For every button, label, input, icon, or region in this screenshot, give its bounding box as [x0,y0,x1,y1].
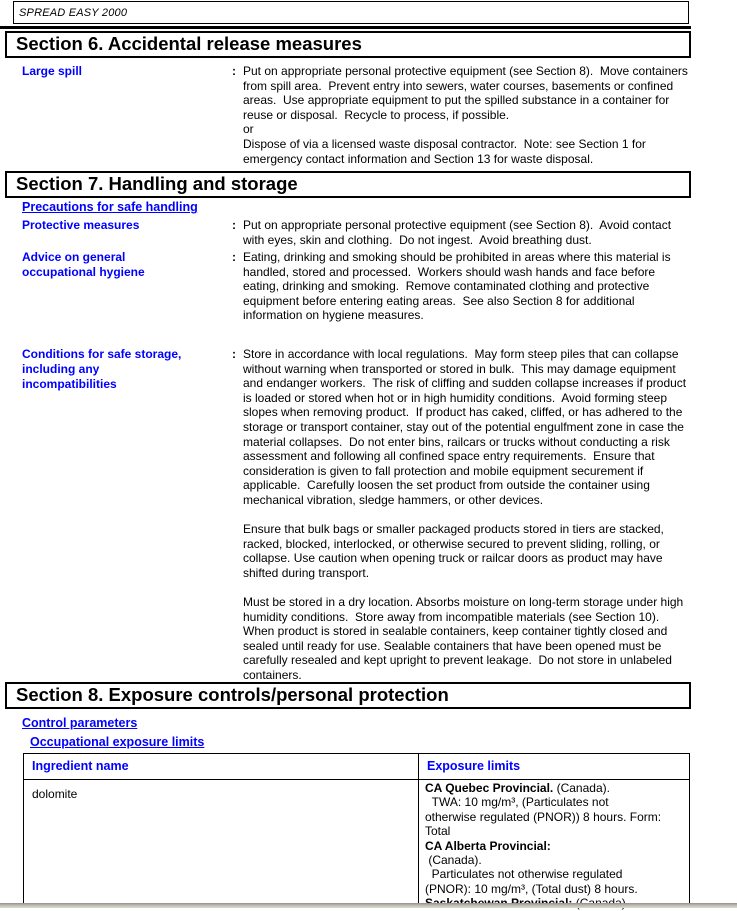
section-6-header-box [5,31,691,58]
bottom-window-edge-bar [0,903,737,908]
section-8-header-box [5,682,691,709]
field-label-occupational-hygiene: Advice on general occupational hygiene [22,250,145,279]
header-divider-rule [0,26,691,29]
link-occupational-exposure-limits[interactable]: Occupational exposure limits [30,735,205,749]
field-colon: : [232,218,236,232]
field-colon: : [232,347,236,361]
section-7-title: Section 7. Handling and storage [16,173,298,194]
field-colon: : [232,64,236,78]
section-6-title: Section 6. Accidental release measures [16,33,362,54]
table-cell-ingredient: dolomite [32,787,78,801]
table-header-separator [24,779,689,780]
occupational-exposure-limits-table [23,753,690,903]
field-colon: : [232,250,236,264]
field-label-safe-storage: Conditions for safe storage, including any incompatibilities [22,347,182,391]
product-name-strip [13,1,689,24]
field-text-protective-measures: Put on appropriate personal protective equipment (see Section 8). Avoid contact with eyes, skin and clothing. Do not ingest. Avoid breathing dust. [243,218,672,247]
table-header-exposure-limits: Exposure limits [427,759,521,773]
table-column-divider [418,754,419,904]
section-7-header-box [5,171,691,198]
table-header-ingredient-name: Ingredient name [32,759,129,773]
link-precautions-for-safe-handling[interactable]: Precautions for safe handling [22,200,198,214]
field-text-safe-storage: Store in accordance with local regulations. May form steep piles that can collapse without warning when transported or stored in bulk. This may damage equipment and endanger workers. The risk of cliffing and sudden collapse increases if product is loaded or stored when hot or in high humidity conditions. Avoid forming steep slopes when removing product. If product has caked, cliffed, or has adhered to the storage or transport container, stay out of the potential engulfment zone in case the material collapses. Do not enter bins, railcars or trucks without conducting a risk assessment and following all confined space entry requirements. Ensure that consideration is given to fall protection and mobile equipment securement if applicable. Carefully loosen the set product from outside the container using mechanical vibration, sledge hammers, or other devices. Ensure that bulk bags or smaller packaged products stored in tiers are stacked, racked, blocked, interlocked, or otherwise secured to prevent sliding, rolling, or collapse. Use caution when opening truck or railcar doors as product may have shifted during transport. Must be stored in a dry location. Absorbs moisture on long-term storage under high humidity conditions. Store away from incompatible materials (see Section 10). When product is stored in sealable containers, keep container tightly closed and sealed until ready for use. Sealable containers that have been opened must be carefully resealed and kept upright to prevent leakage. Do not store in unlabeled containers. [243,347,687,683]
field-text-large-spill: Put on appropriate personal protective equipment (see Section 8). Move containers from spill area. Prevent entry into sewers, water courses, basements or confined areas. Use appropriate equipment to put the spilled substance in a container for reuse or disposal. Recycle to process, if possible. or Dispose of via a licensed waste disposal contractor. Note: see Section 1 for emergency contact information and Section 13 for waste disposal. [243,64,688,166]
field-label-large-spill: Large spill [22,64,83,78]
table-cell-exposure-limits: CA Quebec Provincial. (Canada). TWA: 10 mg/m³, (Particulates not otherwise regulated (PNOR)) 8 hours. Form: Total CA Alberta Provincial: (Canada). Particulates not otherwise regulated (PNOR): 10 mg/m³, (Total dust) 8 hours. [425,781,662,896]
section-8-title: Section 8. Exposure controls/personal protection [16,684,449,705]
field-text-occupational-hygiene: Eating, drinking and smoking should be prohibited in areas where this material is handled, stored and processed. Workers should wash hands and face before eating, drinking and smoking. Remove contaminated clothing and protective equipment before entering eating areas. See also Section 8 for additional information on hygiene measures. [243,250,671,323]
link-control-parameters[interactable]: Control parameters [22,716,138,730]
field-label-protective-measures: Protective measures [22,218,140,232]
product-name: SPREAD EASY 2000 [19,7,128,19]
